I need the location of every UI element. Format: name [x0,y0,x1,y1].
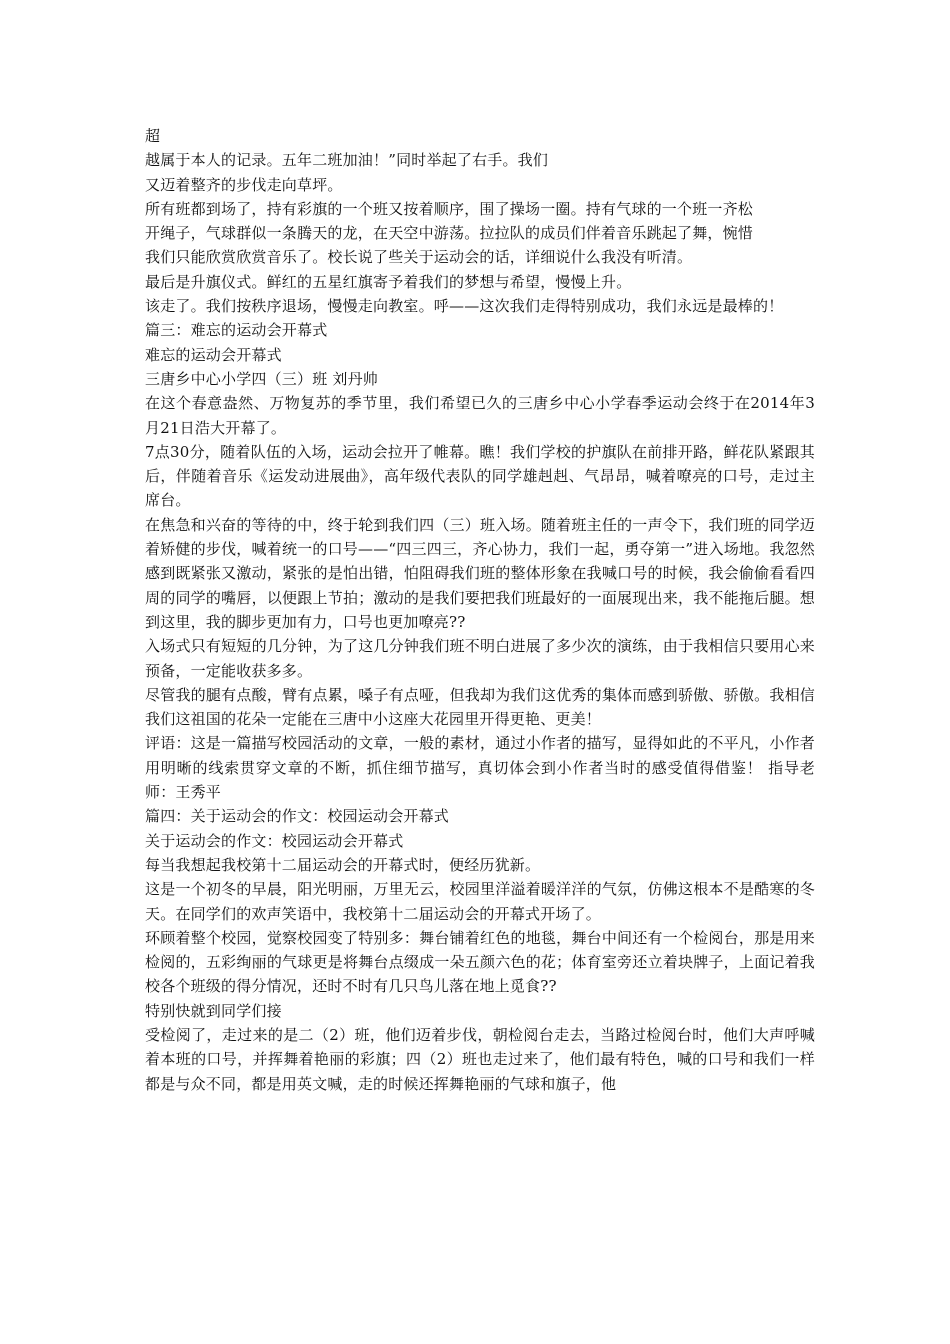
paragraph: 这是一个初冬的早晨，阳光明丽，万里无云，校园里洋溢着暖洋洋的气氛，仿佛这根本不是酷寒的冬天。在同学们的欢声笑语中，我校第十二届运动会的开幕式开场了。 [145,880,815,923]
article-title: 难忘的运动会开幕式 [145,345,282,364]
paragraph: 我们只能欣赏欣赏音乐了。校长说了些关于运动会的话，详细说什么我没有听清。 [145,248,693,267]
paragraph: 受检阅了，走过来的是二（2）班，他们迈着步伐，朝检阅台走去，当路过检阅台时，他们大声呼喊着本班的口号，并挥舞着艳丽的彩旗；四（2）班也走过来了，他们最有特色，喊的口号和我们一样都是与众不同，都是用英文喊，走的时候还挥舞艳丽的气球和旗子，他 [145,1025,815,1093]
section-heading: 篇四：关于运动会的作文：校园运动会开幕式 [145,807,450,826]
paragraph: 每当我想起我校第十二届运动会的开幕式时，便经历犹新。 [145,855,541,874]
paragraph: 所有班都到场了，持有彩旗的一个班又按着顺序，围了操场一圈。持有气球的一个班一齐松 [145,199,754,218]
paragraph: 尽管我的腿有点酸，臂有点累，嗓子有点哑，但我却为我们这优秀的集体而感到骄傲、骄傲。我相信我们这祖国的花朵一定能在三唐中小这座大花园里开得更艳、更美！ [145,685,815,729]
author-line: 三唐乡中心小学四（三）班 刘丹帅 [145,369,378,388]
section-heading: 篇三：难忘的运动会开幕式 [145,321,328,340]
paragraph: 特别快就到同学们接 [145,1001,282,1020]
paragraph: 超 [145,127,161,145]
paragraph: 最后是升旗仪式。鲜红的五星红旗寄予着我们的梦想与希望，慢慢上升。 [145,272,632,291]
paragraph: 越属于本人的记录。五年二班加油！”同时举起了右手。我们 [145,151,549,170]
document-body [145,124,815,1096]
paragraph: 环顾着整个校园，觉察校园变了特别多：舞台铺着红色的地毯，舞台中间还有一个检阅台，那是用来检阅的，五彩绚丽的气球更是将舞台点缀成一朵五颜六色的花；体育室旁还立着块牌子，上面记着我校各个班级的得分情况，还时不时有几只鸟儿落在地上觅食?? [145,928,815,996]
paragraph: 该走了。我们按秩序退场，慢慢走向教室。呼——这次我们走得特别成功，我们永远是最棒的！ [145,297,784,316]
comment-paragraph: 评语：这是一篇描写校园活动的文章，一般的素材，通过小作者的描写，显得如此的不平凡，小作者用明晰的线索贯穿文章的不断，抓住细节描写，真切体会到小作者当时的感受值得借鉴！ 指导老师：王秀平 [145,734,815,802]
paragraph: 入场式只有短短的几分钟，为了这几分钟我们班不明白进展了多少次的演练，由于我相信只要用心来预备，一定能收获多多。 [145,637,815,680]
paragraph: 开绳子，气球群似一条腾天的龙，在天空中游荡。拉拉队的成员们伴着音乐跳起了舞，惋惜 [145,224,754,243]
paragraph: 在这个春意盎然、万物复苏的季节里，我们希望已久的三唐乡中心小学春季运动会终于在2014年3月21日浩大开幕了。 [145,394,815,437]
paragraph: 7点30分，随着队伍的入场，运动会拉开了帷幕。瞧！我们学校的护旗队在前排开路，鲜花队紧跟其后，伴随着音乐《运发动进展曲》，高年级代表队的同学雄赳赳、气昂昂，喊着嘹亮的口号，走过主席台。 [145,442,815,510]
paragraph: 又迈着整齐的步伐走向草坪。 [145,175,343,194]
article-title: 关于运动会的作文：校园运动会开幕式 [145,831,404,850]
paragraph: 在焦急和兴奋的等待的中，终于轮到我们四（三）班入场。随着班主任的一声令下，我们班的同学迈着矫健的步伐，喊着统一的口号——“四三四三，齐心协力，我们一起，勇夺第一”进入场地。我忽然感到既紧张又激动，紧张的是怕出错，怕阻碍我们班的整体形象在我喊口号的时候，我会偷偷看看四周的同学的嘴唇，以便跟上节拍；激动的是我们要把我们班最好的一面展现出来，我不能拖后腿。想到这里，我的脚步更加有力，口号也更加嘹亮?? [145,515,815,631]
